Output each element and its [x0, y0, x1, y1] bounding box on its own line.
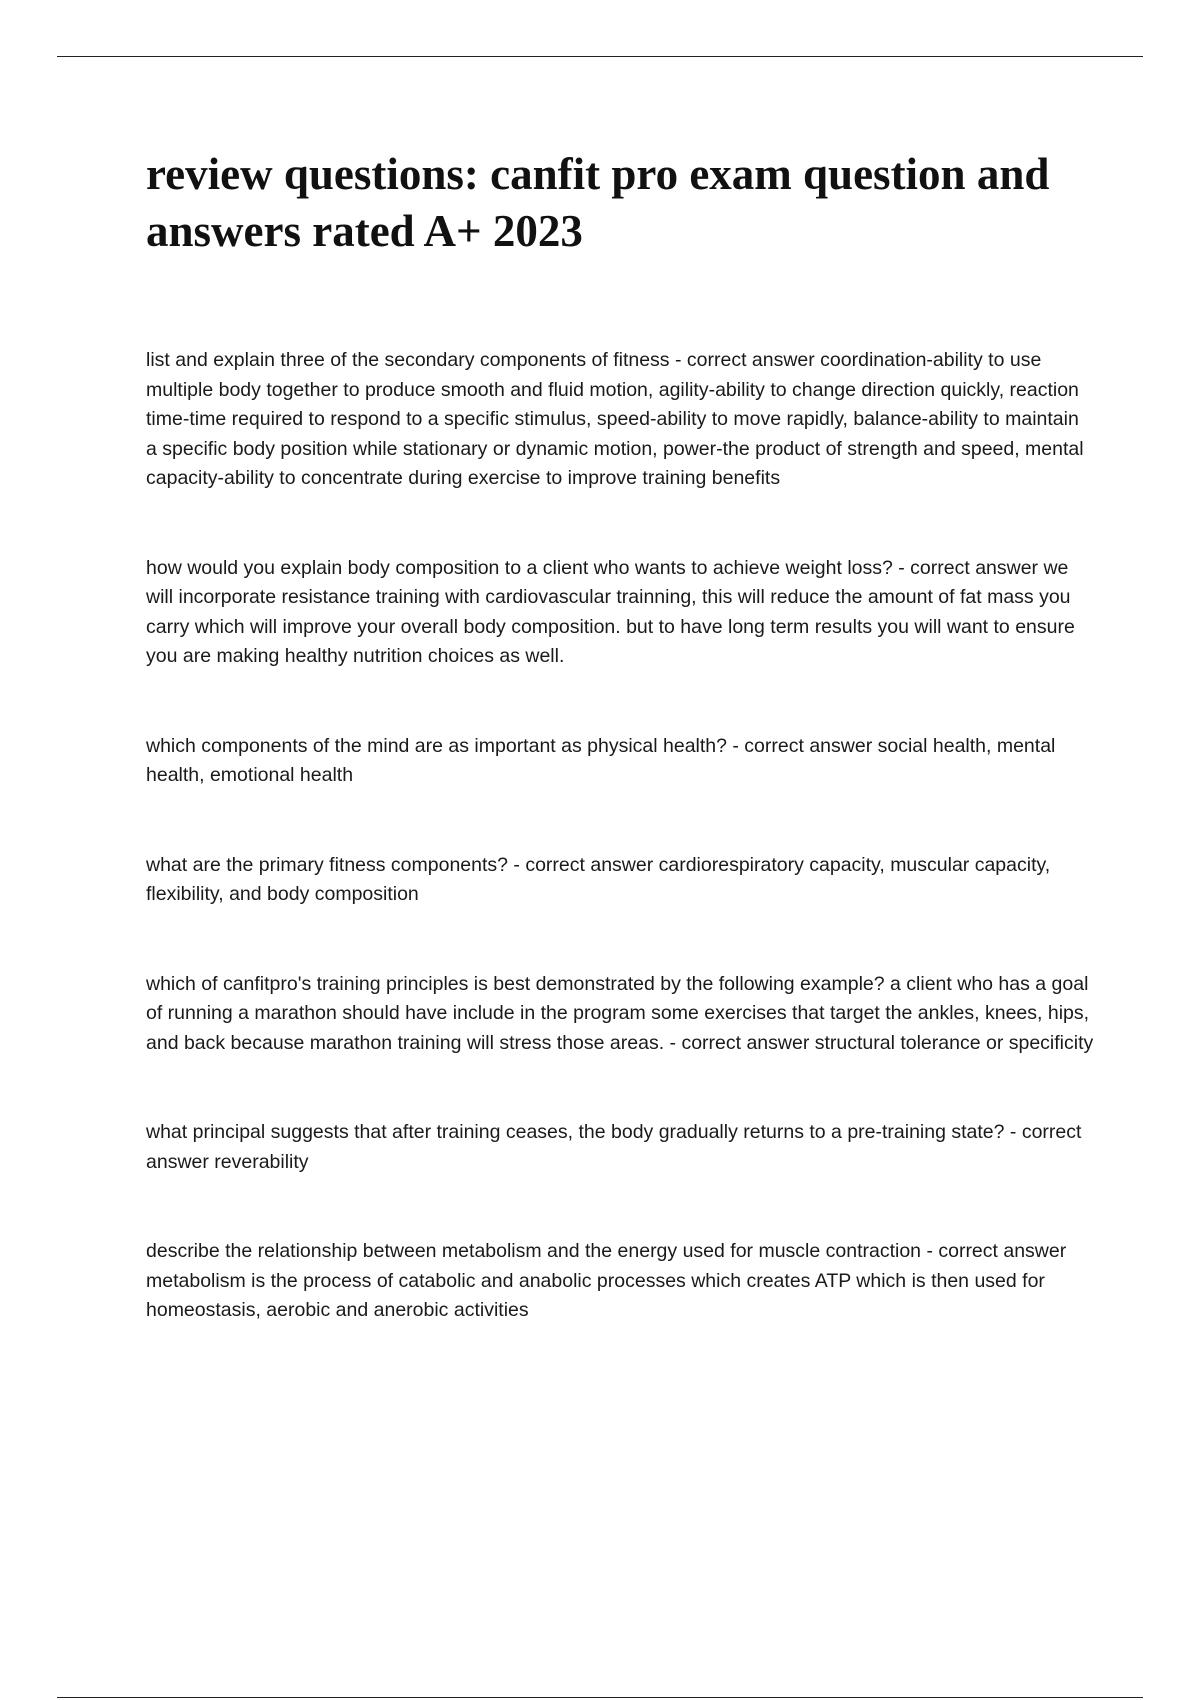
qa-item-4: what are the primary fitness components? - correct answer cardiorespiratory capacity, muscular capacity, flexibility, and body composition	[146, 853, 1051, 905]
qa-item-3: which components of the mind are as important as physical health? - correct answer social health, mental health, emotional health	[146, 734, 1056, 786]
qa-item-1: list and explain three of the secondary components of fitness - correct answer coordination-ability to use multiple body together to produce smooth and fluid motion, agility-ability to change direction quickly, reaction time-time required to respond to a specific stimulus, speed-ability to move rapidly, balance-ability to maintain a specific body position while stationary or dynamic motion, power-the product of strength and speed, mental capacity-ability to concentrate during exercise to improve training benefits	[146, 349, 1084, 489]
footer-rule	[57, 1697, 1143, 1698]
document-title: review questions: canfit pro exam question and answers rated A+ 2023	[146, 149, 1050, 256]
header-rule	[57, 56, 1143, 57]
qa-item-7: describe the relationship between metabolism and the energy used for muscle contraction - correct answer metabolism is the process of catabolic and anabolic processes which creates ATP which is then used for homeostasis, aerobic and anerobic activities	[146, 1240, 1067, 1321]
qa-item-5: which of canfitpro's training principles is best demonstrated by the following example? a client who has a goal of running a marathon should have include in the program some exercises that target the ankles, knees, hips, and back because marathon training will stress those areas. - correct answer structural tolerance or specificity	[146, 972, 1094, 1054]
qa-list	[146, 346, 1094, 1386]
qa-item-2: how would you explain body composition to a client who wants to achieve weight loss? - correct answer we will incorporate resistance training with cardiovascular trainning, this will reduce the amount of fat mass you carry which will improve your overall body composition. but to have long term results you will want to ensure you are making healthy nutrition choices as well.	[146, 556, 1075, 667]
qa-item-6: what principal suggests that after training ceases, the body gradually returns to a pre-training state? - correct answer reverability	[146, 1121, 1082, 1173]
